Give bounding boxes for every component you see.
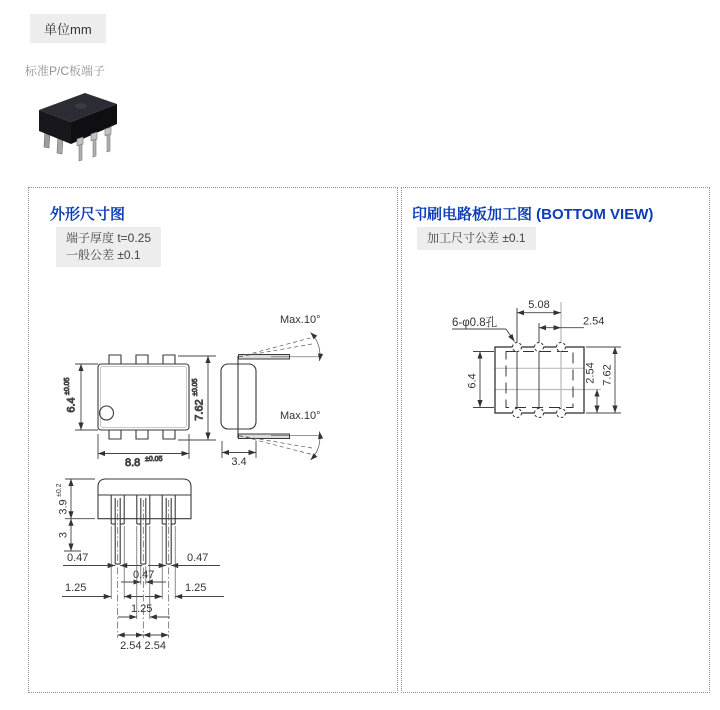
dim-package-height: 3.9 [57,499,70,515]
dim-lead-width-left: 0.47 [67,552,89,564]
side-view [221,314,321,468]
outline-drawing [29,188,397,692]
land-outline [495,347,584,413]
dim-lead-span-tol: ±0.05 [192,378,199,396]
dim-lead-width-right: 0.47 [187,552,209,564]
front-view [56,479,224,652]
outline-note-line1: 端子厚度 t=0.25 [66,231,152,245]
max-angle-bottom: Max.10° [280,410,321,422]
body-outline-dashed [506,352,573,408]
dim-body-height-tol: ±0.05 [64,377,71,395]
dim-row-span: 7.62 [601,364,614,386]
dim-pcb-body-height: 6.4 [466,373,479,389]
pcb-panel-title: 印刷电路板加工图 (BOTTOM VIEW) [412,206,654,223]
dim-col-pitch: 2.54 [583,315,605,328]
max-angle-top: Max.10° [280,314,321,326]
outline-note-line2: 一般公差 ±0.1 [66,248,141,262]
dim-body-width: 8.8 [125,457,141,469]
top-view [98,355,189,439]
dim-pin-pitch: 2.54 2.54 [120,640,166,652]
product-photo [25,86,137,170]
dim-shoulder-center: 1.25 [131,603,153,615]
dim-lead-length: 3 [57,531,70,539]
dim-shoulder-right: 1.25 [185,582,207,594]
dim-body-width-tol: ±0.05 [145,456,163,463]
dim-shoulder-left: 1.25 [65,582,87,594]
outline-panel [28,187,398,693]
outline-panel-title: 外形尺寸图 [50,206,126,223]
dim-row-pitch: 2.54 [584,362,597,384]
dim-body-height: 6.4 [65,397,78,413]
dim-lead-width-center: 0.47 [133,569,155,581]
dim-package-height-tol: ±0.2 [56,483,63,497]
hole-callout-label: 6-φ0.8孔 [452,317,498,329]
content-panels [28,187,710,693]
unit-badge: 单位mm [30,14,106,43]
pcb-panel [401,187,710,693]
terminal-type-label: 标准P/C板端子 [25,64,106,78]
dim-col-span: 5.08 [528,299,550,311]
pcb-drawing [402,188,709,692]
pcb-note-line: 加工尺寸公差 ±0.1 [427,231,526,245]
dip-package-illustration [39,93,117,161]
dim-lead-span: 7.62 [193,399,206,421]
dim-side-width: 3.4 [231,456,247,468]
